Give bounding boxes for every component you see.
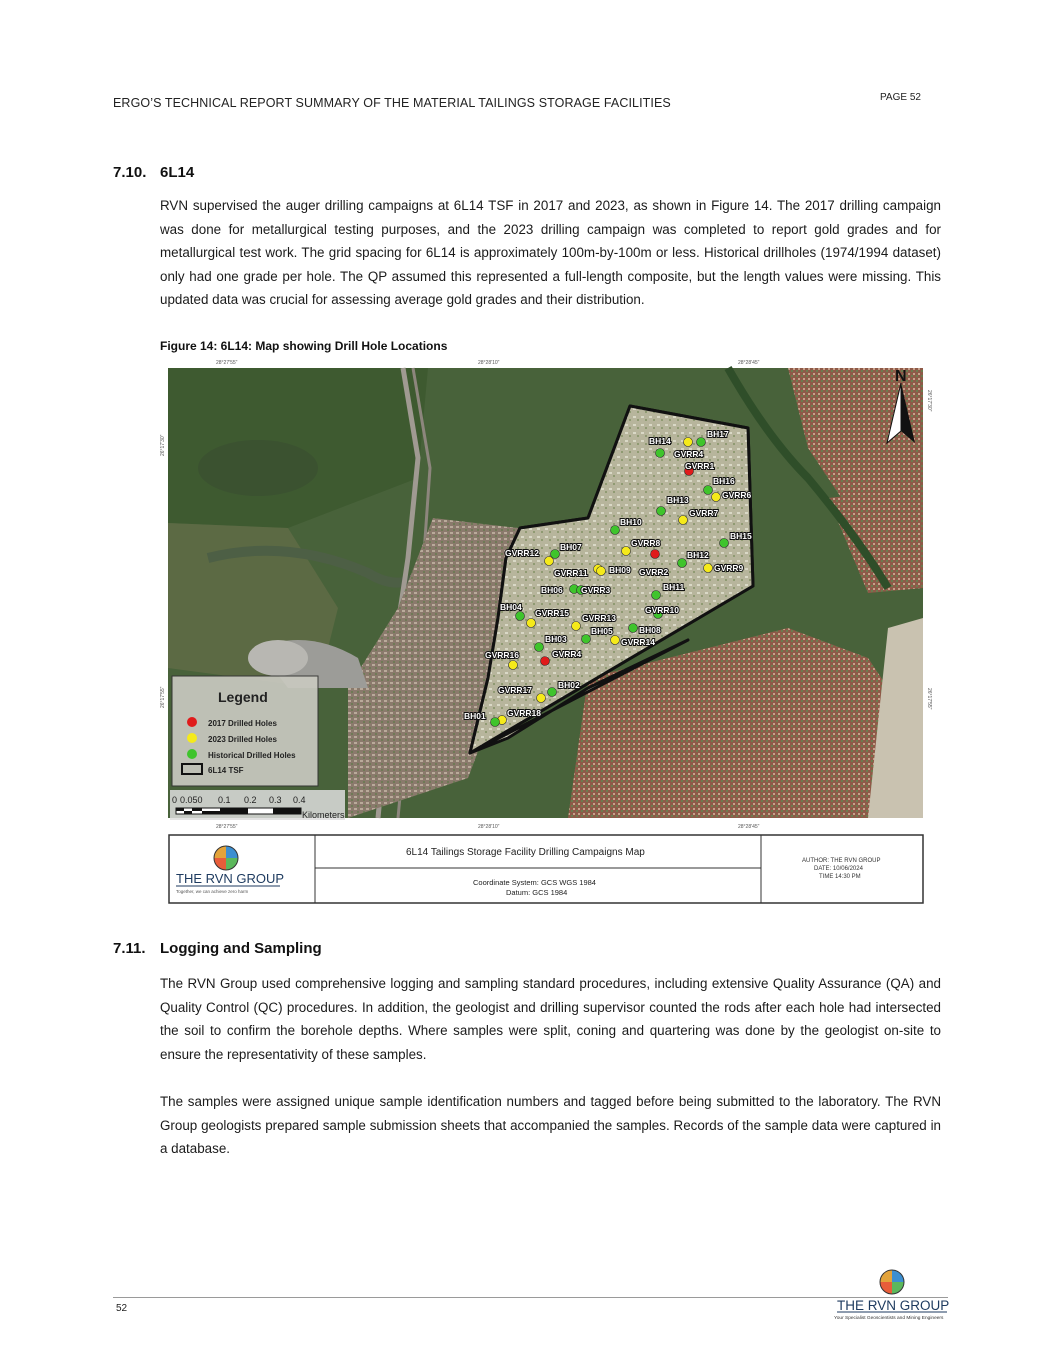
drill-hole-marker <box>704 564 713 573</box>
map-svg <box>160 358 932 906</box>
scale-tick-1: 0.050 <box>180 795 203 805</box>
drill-hole-label: GVRR4 <box>674 449 704 459</box>
drill-hole-label: GVRR13 <box>582 613 617 623</box>
drill-hole-marker <box>509 661 518 670</box>
drill-hole-label: BH13 <box>667 495 689 505</box>
drill-hole-label: GVRR10 <box>645 605 680 615</box>
drill-hole-label: BH02 <box>558 680 580 690</box>
north-label: N <box>895 368 907 385</box>
coord-top-2: 28°28'10" <box>478 360 500 366</box>
datum: Datum: GCS 1984 <box>506 888 568 897</box>
map-time: TIME 14:30 PM <box>819 874 861 880</box>
footer-logo <box>832 1268 952 1328</box>
map-title: 6L14 Tailings Storage Facility Drilling Campaigns Map <box>406 847 645 858</box>
drill-hole-label: BH04 <box>500 602 522 612</box>
section-heading-7-10 <box>113 164 194 181</box>
legend-label-2017: 2017 Drilled Holes <box>208 719 277 728</box>
footer-logo-tagline: Your Specialist Geoscientists and Mining Engineers <box>834 1316 944 1321</box>
drill-hole-marker <box>712 493 721 502</box>
drill-hole-label: BH08 <box>639 625 661 635</box>
scale-unit: Kilometers <box>302 810 345 820</box>
drill-hole-label: BH07 <box>560 542 582 552</box>
legend-label-historical: Historical Drilled Holes <box>208 751 296 760</box>
coord-bottom-2: 28°28'10" <box>478 824 500 830</box>
drill-hole-label: GVRR12 <box>505 548 540 558</box>
scale-tick-5: 0.4 <box>293 795 306 805</box>
drill-hole-label: GVRR18 <box>507 708 542 718</box>
drill-hole-label: GVRR6 <box>722 490 752 500</box>
drill-hole-label: GVRR17 <box>498 685 533 695</box>
drill-hole-label: BH09 <box>609 565 631 575</box>
coord-bottom-1: 28°27'55" <box>216 824 238 830</box>
drill-hole-label: BH12 <box>687 550 709 560</box>
coord-bottom-3: 28°28'45" <box>738 824 760 830</box>
drill-hole-label: BH06 <box>541 585 563 595</box>
author: AUTHOR: THE RVN GROUP <box>802 858 881 864</box>
drill-hole-marker <box>622 547 631 556</box>
drill-hole-label: BH01 <box>464 711 486 721</box>
section-paragraph-2: The samples were assigned unique sample identification numbers and tagged before being submitted to the laboratory. The RVN Group geologists prepared sample submission sheets that accompanied the samples. Records of the sample data were captured in a database. <box>160 1094 941 1157</box>
drill-hole-map-figure <box>160 358 932 906</box>
footer-logo-icon <box>880 1270 904 1294</box>
title-block-logo-text: THE RVN GROUP <box>176 871 285 886</box>
figure-caption: Figure 14: 6L14: Map showing Drill Hole Locations <box>160 339 448 353</box>
drill-hole-label: GVRR15 <box>535 608 570 618</box>
drill-hole-marker <box>684 438 693 447</box>
map-date: DATE: 10/06/2024 <box>814 866 863 872</box>
drill-hole-label: BH17 <box>707 429 729 439</box>
drill-hole-label: BH05 <box>591 626 613 636</box>
drill-hole-label: GVRR8 <box>631 538 661 548</box>
drill-hole-marker <box>678 559 687 568</box>
drill-hole-marker <box>537 694 546 703</box>
scale-tick-2: 0.1 <box>218 795 231 805</box>
scale-bar <box>170 790 345 820</box>
drill-hole-label: BH16 <box>713 476 735 486</box>
page-label: PAGE 52 <box>880 92 921 103</box>
map-title-block <box>169 835 923 903</box>
coord-left-2: 26°17'55" <box>160 686 166 708</box>
drill-hole-label: GVRR11 <box>554 568 588 578</box>
footer-page-number: 52 <box>116 1303 128 1314</box>
drill-hole-label: BH15 <box>730 531 752 541</box>
section-title: Logging and Sampling <box>160 940 322 957</box>
drill-hole-marker <box>545 557 554 566</box>
drill-hole-marker <box>679 516 688 525</box>
drill-hole-label: GVRR14 <box>621 637 656 647</box>
drill-hole-marker <box>657 507 666 516</box>
title-block-tagline: Together, we can achieve zero harm <box>176 889 249 894</box>
footer-logo-text: THE RVN GROUP <box>837 1298 950 1313</box>
drill-hole-marker <box>516 612 525 621</box>
drill-hole-marker <box>629 624 638 633</box>
running-header-title: ERGO’S TECHNICAL REPORT SUMMARY OF THE MATERIAL TAILINGS STORAGE FACILITIES <box>113 96 671 110</box>
section-paragraph-1: The RVN Group used comprehensive logging and sampling standard procedures, including extensive Quality Assurance (QA) and Quality Control (QC) procedures. In addition, the geologist and drilling supervisor counted the rods after each hole had intersected the soil to confirm the borehole depths. Where samples were split, coning and quartering was done by the geologist on-site to ensure the representativity of these samples. <box>160 976 941 1062</box>
drill-hole-label: GVRR4 <box>552 649 582 659</box>
drill-hole-marker <box>582 635 591 644</box>
drill-hole-label: BH10 <box>620 517 642 527</box>
drill-hole-marker <box>548 688 557 697</box>
scale-tick-3: 0.2 <box>244 795 257 805</box>
legend-marker-2023 <box>187 733 197 743</box>
drill-hole-marker <box>491 718 500 727</box>
drill-hole-marker <box>652 591 661 600</box>
coord-right-1: 26°17'30" <box>926 390 932 412</box>
drill-hole-label: GVRR7 <box>689 508 719 518</box>
coord-left-1: 26°17'30" <box>160 434 166 456</box>
drill-hole-marker <box>611 636 620 645</box>
drill-hole-label: GVRR9 <box>714 563 744 573</box>
coord-top-1: 28°27'55" <box>216 360 238 366</box>
legend-title: Legend <box>218 689 268 705</box>
section-number: 7.10. <box>113 164 147 181</box>
legend-marker-historical <box>187 749 197 759</box>
coord-right-2: 26°17'55" <box>926 688 932 710</box>
drill-hole-marker <box>597 567 606 576</box>
map-legend <box>172 676 318 786</box>
legend-label-tsf: 6L14 TSF <box>208 766 244 775</box>
scale-tick-4: 0.3 <box>269 795 282 805</box>
drill-hole-marker <box>527 619 536 628</box>
drill-hole-label: BH03 <box>545 634 567 644</box>
legend-marker-2017 <box>187 717 197 727</box>
drill-hole-marker <box>572 622 581 631</box>
section-title: 6L14 <box>160 164 195 181</box>
drill-hole-label: GVRR16 <box>485 650 520 660</box>
section-number: 7.11. <box>113 940 146 957</box>
drill-hole-marker <box>611 526 620 535</box>
drill-hole-label: BH11 <box>663 582 685 592</box>
section-paragraph: RVN supervised the auger drilling campaigns at 6L14 TSF in 2017 and 2023, as shown in Figure 14. The 2017 drilling campaign was done for metallurgical testing purposes, and the 2023 drilling campaign was completed to report gold grades and for metallurgical test work. The grid spacing for 6L14 is approximately 100m-by-100m or less. Historical drillholes (1974/1994 dataset) only had one grade per hole. The QP assumed this represented a full-length composite, but the length values were missing. This updated data was crucial for assessing average gold grades and their distribution. <box>160 198 941 308</box>
drill-hole-marker <box>651 550 660 559</box>
coord-top-3: 28°28'45" <box>738 360 760 366</box>
drill-hole-marker <box>720 539 729 548</box>
drill-hole-marker <box>697 438 706 447</box>
drill-hole-label: GVRR2 <box>639 567 669 577</box>
footer-divider <box>113 1297 948 1298</box>
drill-hole-label: BH14 <box>649 436 671 446</box>
coordinate-system: Coordinate System: GCS WGS 1984 <box>473 878 596 887</box>
scale-tick-0: 0 <box>172 795 178 805</box>
drill-hole-marker <box>535 643 544 652</box>
rvn-logo-icon <box>214 846 238 870</box>
section-heading-7-11 <box>113 940 322 957</box>
drill-hole-marker <box>541 657 550 666</box>
drill-hole-label: GVRR1 <box>685 461 715 471</box>
drill-hole-marker <box>656 449 665 458</box>
legend-label-2023: 2023 Drilled Holes <box>208 735 277 744</box>
drill-hole-label: GVRR3 <box>581 585 611 595</box>
drill-hole-marker <box>704 486 713 495</box>
